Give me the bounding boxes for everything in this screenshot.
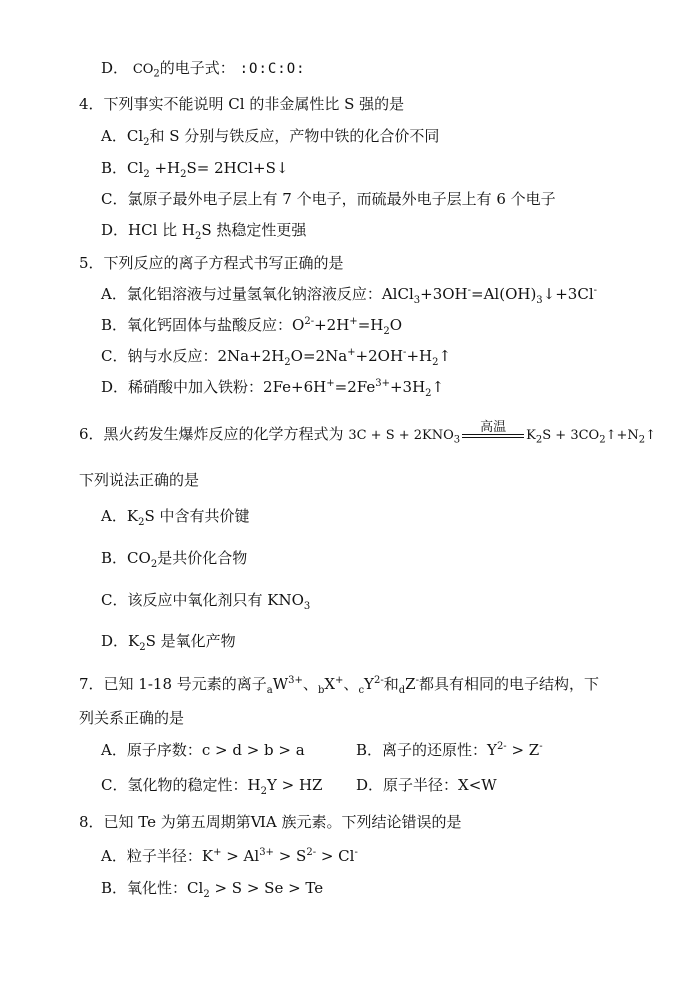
q5-option-c: C．钠与水反应：$2Na+2H_2O=2Na^++2OH^-+H_2↑$ <box>101 347 452 368</box>
reaction-equation: $3C + S + 2KNO_3$ 高温 $K_2S$ + $3CO_2↑+N_2↑$ <box>348 419 657 446</box>
q4-option-b: B．$Cl_2 +H_2S=$ 2HCl+S↓ <box>101 159 289 180</box>
reaction-condition: 高温 <box>462 434 524 438</box>
question-4-stem: 4．下列事实不能说明 Cl 的非金属性比 S 强的是 <box>79 95 405 113</box>
q3-option-d: D． $CO_2$的电子式： :O:C:O: <box>101 59 306 80</box>
electron-formula: :O:C:O: <box>239 61 306 77</box>
q6-option-c: C．该反应中氧化剂只有 $KNO_3$ <box>101 591 311 612</box>
q6-option-b: B．$CO_2$是共价化合物 <box>101 549 248 570</box>
formula-co2: $CO_2$ <box>132 62 160 80</box>
question-7-stem-2: 列关系正确的是 <box>79 709 185 727</box>
q7-option-b: B．离子的还原性：$Y^{2-} > Z^-$ <box>356 741 543 759</box>
q7-option-d: D．原子半径：X<W <box>356 776 497 794</box>
question-7-stem: 7．已知 1-18 号元素的离子$_aW^{3+}$、$_b$X+、$_cY^{2-}$和$_d$Z-都具有相同的电子结构，下 <box>79 675 599 696</box>
q5-option-d: D．稀硝酸中加入铁粉：$2Fe+6H^+=2Fe^{3+}+3H_2↑$ <box>101 378 445 399</box>
q4-option-a: A．$Cl_2$和 S 分别与铁反应，产物中铁的化合价不同 <box>101 127 440 148</box>
question-6-stem: 6．黑火药发生爆炸反应的化学方程式为 $3C + S + 2KNO_3$ 高温 $K_2S$ + $3CO_2↑+N_2↑$ <box>79 419 657 446</box>
q5-option-b: B．氧化钙固体与盐酸反应：$O^{2-}+2H^+=H_2O$ <box>101 316 403 337</box>
q5-option-a: A．氯化铝溶液与过量氢氧化钠溶液反应：$AlCl_3+3OH^-=Al(OH)_3↓+3Cl^-$ <box>101 285 598 306</box>
q8-option-b: B．氧化性：$Cl_2 > S > Se > Te$ <box>101 879 324 900</box>
q6-option-d: D．$K_2S$ 是氧化产物 <box>101 632 236 653</box>
q7-option-c: C．氢化物的稳定性：$H_2Y$ > HZ <box>101 776 323 797</box>
question-8-stem: 8．已知 Te 为第五周期第ⅥA 族元素。下列结论错误的是 <box>79 813 462 831</box>
question-5-stem: 5．下列反应的离子方程式书写正确的是 <box>79 254 344 272</box>
option-label: D． <box>101 59 129 77</box>
q4-option-c: C．氯原子最外电子层上有 7 个电子，而硫最外电子层上有 6 个电子 <box>101 190 556 208</box>
q6-option-a: A．$K_2S$ 中含有共价键 <box>101 507 250 528</box>
q4-option-d: D．HCl 比 $H_2S$ 热稳定性更强 <box>101 221 307 242</box>
q8-option-a: A．粒子半径：$K^+ > Al^{3+} > S^{2-} > Cl^-$ <box>101 847 358 865</box>
question-6-stem-2: 下列说法正确的是 <box>79 471 200 489</box>
q7-option-a: A．原子序数：c > d > b > a <box>101 741 305 759</box>
